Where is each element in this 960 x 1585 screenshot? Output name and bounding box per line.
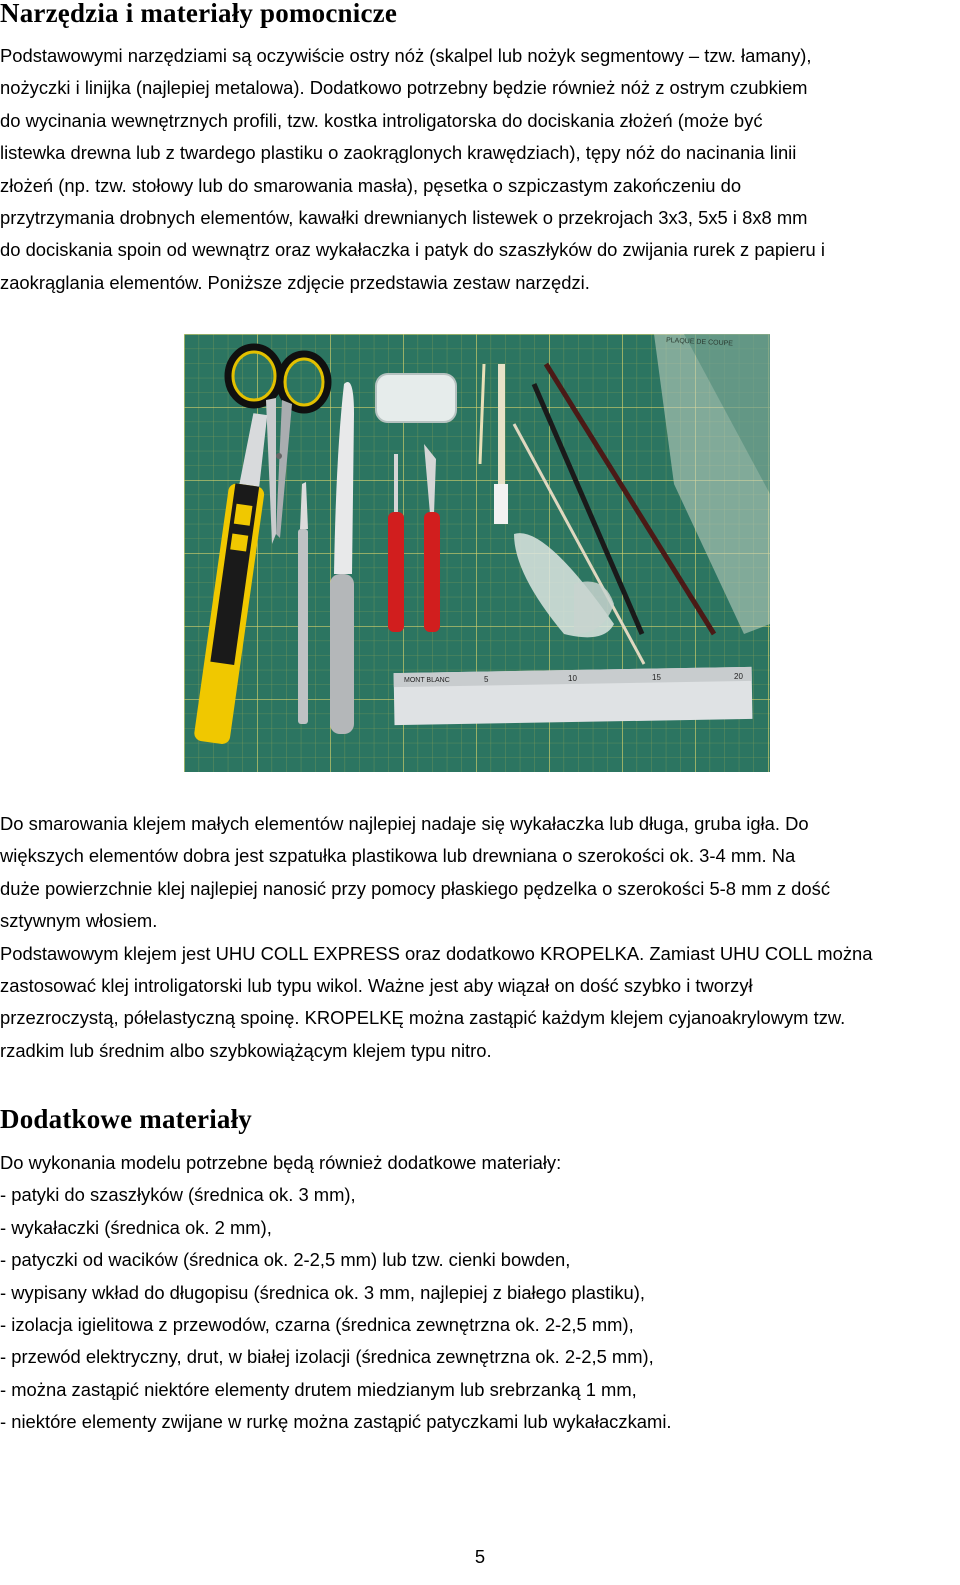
- text-line: do wycinania wewnętrznych profili, tzw. kostka introligatorska do dociskania złożeń (może być: [0, 109, 763, 131]
- text-line: sztywnym włosiem.: [0, 910, 158, 932]
- burnisher-block: [376, 374, 456, 422]
- text-line: większych elementów dobra jest szpatułka plastikowa lub drewniana o szerokości ok. 3-4 mm. Na: [0, 845, 796, 867]
- steel-ruler-icon: [394, 667, 753, 725]
- tools-photo: [184, 334, 770, 772]
- text-line: nożyczki i linijka (najlepiej metalowa). Dodatkowo potrzebny będzie również nóż z ostrym czubkiem: [0, 77, 808, 99]
- page-number: 5: [474, 1546, 486, 1567]
- ruler-number: 10: [568, 674, 577, 683]
- list-item: - patyki do szaszłyków (średnica ok. 3 mm),: [0, 1184, 356, 1206]
- text-line: zastosować klej introligatorski lub typu wikol. Ważne jest aby wiązał on dość szybko i tworzył: [0, 974, 753, 996]
- text-line: Podstawowym klejem jest UHU COLL EXPRESS oraz dodatkowo KROPELKA. Zamiast UHU COLL można: [0, 942, 873, 964]
- list-item: - można zastąpić niektóre elementy drutem miedzianym lub srebrzanką 1 mm,: [0, 1378, 637, 1400]
- triangle-label: PLAQUE DE COUPE: [665, 337, 734, 348]
- text-line: Podstawowymi narzędziami są oczywiście ostry nóż (skalpel lub nożyk segmentowy – tzw. łamany),: [0, 45, 812, 66]
- section-heading-tools: Narzędzia i materiały pomocnicze: [0, 0, 398, 28]
- list-item: - przewód elektryczny, drut, w białej izolacji (średnica zewnętrzna ok. 2-2,5 mm),: [0, 1346, 654, 1368]
- text-line: duże powierzchnie klej najlepiej nanosić przy pomocy płaskiego pędzelka o szerokości 5-8 mm z dość: [0, 877, 831, 899]
- text-line: zaokrąglania elementów. Poniższe zdjęcie przedstawia zestaw narzędzi.: [0, 271, 590, 293]
- materials-list: [0, 1147, 958, 1439]
- glue-paragraph: [0, 808, 958, 1067]
- section-heading-extra: Dodatkowe materiały: [0, 1104, 253, 1134]
- text-line: Do wykonania modelu potrzebne będą również dodatkowe materiały:: [0, 1152, 562, 1173]
- list-item: - niektóre elementy zwijane w rurkę można zastąpić patyczkami lub wykałaczkami.: [0, 1411, 672, 1433]
- text-line: Do smarowania klejem małych elementów najlepiej nadaje się wykałaczka lub długa, gruba igła. Do: [0, 813, 809, 834]
- list-item: - izolacja igielitowa z przewodów, czarna (średnica zewnętrzna ok. 2-2,5 mm),: [0, 1313, 634, 1335]
- ruler-number: 5: [484, 675, 489, 684]
- text-line: złożeń (np. tzw. stołowy lub do smarowania masła), pęsetka o szpiczastym zakończeniu do: [0, 174, 742, 196]
- list-item: - wykałaczki (średnica ok. 2 mm),: [0, 1216, 272, 1238]
- list-item: - patyczki od wacików (średnica ok. 2-2,5 mm) lub tzw. cienki bowden,: [0, 1249, 571, 1271]
- ruler-number: 20: [734, 672, 743, 681]
- ruler-label: MONT BLANC: [404, 677, 450, 684]
- ruler-number: 15: [652, 673, 661, 682]
- text-line: listewka drewna lub z twardego plastiku o zaokrąglonych krawędziach), tępy nóż do nacinania linii: [0, 142, 797, 164]
- text-line: rzadkim lub średnim albo szybkowiążącym klejem typu nitro.: [0, 1039, 492, 1061]
- tools-paragraph: [0, 40, 958, 299]
- text-line: przytrzymania drobnych elementów, kawałki drewnianych listewek o przekrojach 3x3, 5x5 i 8x8 mm: [0, 206, 808, 228]
- text-line: przezroczystą, półelastyczną spoinę. KROPELKĘ można zastąpić każdym klejem cyjanoakrylowym tzw.: [0, 1007, 846, 1029]
- text-line: do dociskania spoin od wewnątrz oraz wykałaczka i patyk do szaszłyków do zwijania rurek z papieru i: [0, 239, 825, 261]
- list-item: - wypisany wkład do długopisu (średnica ok. 3 mm, najlepiej z białego plastiku),: [0, 1281, 646, 1303]
